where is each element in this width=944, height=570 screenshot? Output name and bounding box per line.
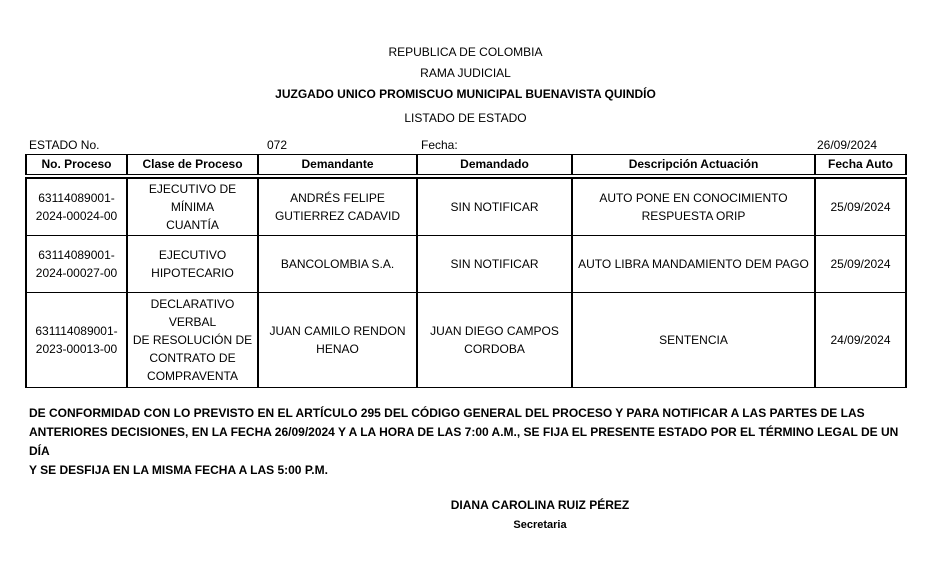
cell-demandante: ANDRÉS FELIPE GUTIERREZ CADAVID — [258, 178, 417, 236]
cell-fecha-auto: 25/09/2024 — [815, 178, 906, 236]
cell-clase: EJECUTIVO DE MÍNIMA CUANTÍA — [127, 178, 258, 236]
col-header-demandante: Demandante — [258, 155, 417, 175]
cell-demandante: JUAN CAMILO RENDON HENAO — [258, 293, 417, 388]
header-juzgado: JUZGADO UNICO PROMISCUO MUNICIPAL BUENAVISTA QUINDÍO — [275, 87, 656, 101]
notice-line: ANTERIORES DECISIONES, EN LA FECHA 26/09/2024 Y A LA HORA DE LAS 7:00 A.M., SE FIJA EL PRESENTE ESTADO POR EL TÉRMINO LEGAL DE UN DÍA — [29, 425, 899, 458]
cell-proceso: 631114089001- 2023-00013-00 — [26, 293, 127, 388]
table-row — [26, 293, 906, 388]
estado-value: 072 — [267, 138, 288, 152]
table-row — [26, 236, 906, 293]
cell-clase: EJECUTIVO HIPOTECARIO — [127, 236, 258, 293]
table-row — [26, 178, 906, 236]
cell-fecha-auto: 25/09/2024 — [815, 236, 906, 293]
col-header-proceso: No. Proceso — [26, 155, 127, 175]
header-listado: LISTADO DE ESTADO — [404, 111, 527, 125]
header-rama-judicial: RAMA JUDICIAL — [420, 66, 511, 80]
col-header-clase: Clase de Proceso — [127, 155, 258, 175]
cell-proceso: 63114089001- 2024-00024-00 — [26, 178, 127, 236]
col-header-demandado: Demandado — [417, 155, 572, 175]
col-header-actuacion: Descripción Actuación — [572, 155, 815, 175]
fecha-value: 26/09/2024 — [817, 138, 878, 152]
cell-clase: DECLARATIVO VERBAL DE RESOLUCIÓN DE CONTRATO DE COMPRAVENTA — [127, 293, 258, 388]
fecha-label: Fecha: — [421, 138, 458, 152]
cell-proceso: 63114089001- 2024-00027-00 — [26, 236, 127, 293]
signature-role: Secretaria — [513, 519, 567, 531]
cell-demandado: SIN NOTIFICAR — [417, 236, 572, 293]
cell-demandado: JUAN DIEGO CAMPOS CORDOBA — [417, 293, 572, 388]
cell-fecha-auto: 24/09/2024 — [815, 293, 906, 388]
cell-demandado: SIN NOTIFICAR — [417, 178, 572, 236]
cell-actuacion: AUTO LIBRA MANDAMIENTO DEM PAGO — [572, 236, 815, 293]
notice-line: DE CONFORMIDAD CON LO PREVISTO EN EL ARTÍCULO 295 DEL CÓDIGO GENERAL DEL PROCESO Y PARA NOTIFICAR A LAS PARTES DE LAS — [29, 406, 865, 420]
notice-line: Y SE DESFIJA EN LA MISMA FECHA A LAS 5:00 P.M. — [29, 463, 328, 477]
col-header-fecha-auto: Fecha Auto — [815, 155, 906, 175]
estado-table — [25, 154, 907, 388]
legal-notice — [29, 404, 909, 480]
estado-label: ESTADO No. — [29, 138, 100, 152]
table-header-row — [26, 155, 906, 175]
header-republica: REPUBLICA DE COLOMBIA — [388, 45, 543, 59]
signature-name: DIANA CAROLINA RUIZ PÉREZ — [450, 498, 630, 512]
cell-actuacion: AUTO PONE EN CONOCIMIENTO RESPUESTA ORIP — [572, 178, 815, 236]
cell-demandante: BANCOLOMBIA S.A. — [258, 236, 417, 293]
cell-actuacion: SENTENCIA — [572, 293, 815, 388]
